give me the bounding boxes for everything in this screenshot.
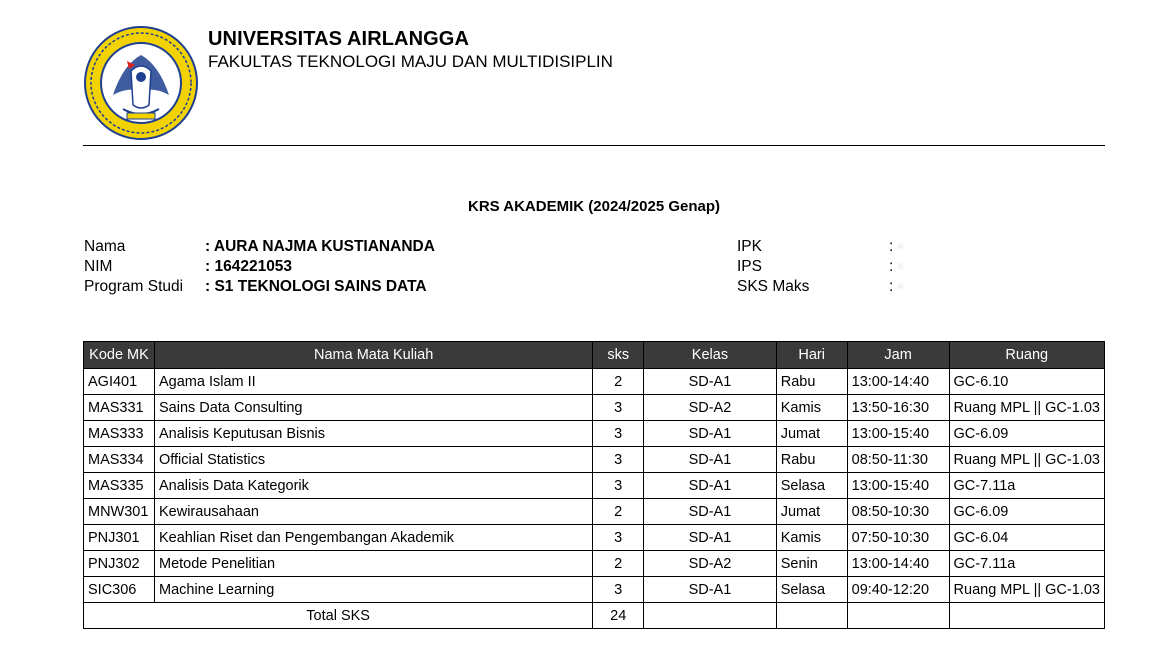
hari-cell: Jumat (776, 421, 847, 447)
course-table (83, 341, 1105, 629)
header-kelas: Kelas (644, 342, 777, 369)
jam-cell: 09:40-12:20 (847, 577, 949, 603)
ruang-cell: GC-6.09 (949, 421, 1104, 447)
academic-info-labels (737, 237, 809, 297)
sks-cell: 3 (593, 525, 644, 551)
empty-cell (949, 603, 1104, 629)
empty-cell (847, 603, 949, 629)
nama-mata-kuliah-cell: Machine Learning (154, 577, 592, 603)
jam-cell: 07:50-10:30 (847, 525, 949, 551)
ruang-cell: Ruang MPL || GC-1.03 (949, 447, 1104, 473)
hari-cell: Senin (776, 551, 847, 577)
empty-cell (776, 603, 847, 629)
hari-cell: Selasa (776, 473, 847, 499)
redacted-value: ▫ (897, 278, 904, 295)
nama-mata-kuliah-cell: Analisis Data Kategorik (154, 473, 592, 499)
redacted-value: ▫ (897, 238, 904, 255)
faculty-name: FAKULTAS TEKNOLOGI MAJU DAN MULTIDISIPLIN (208, 52, 613, 71)
table-row (84, 421, 1105, 447)
kode-mk-cell: MAS334 (84, 447, 155, 473)
kelas-cell: SD-A1 (644, 421, 777, 447)
table-row (84, 499, 1105, 525)
header-jam: Jam (847, 342, 949, 369)
kelas-cell: SD-A2 (644, 551, 777, 577)
header-nama-mata-kuliah: Nama Mata Kuliah (154, 342, 592, 369)
jam-cell: 13:50-16:30 (847, 395, 949, 421)
header-sks: sks (593, 342, 644, 369)
table-row (84, 577, 1105, 603)
kode-mk-cell: AGI401 (84, 369, 155, 395)
nama-mata-kuliah-cell: Keahlian Riset dan Pengembangan Akademik (154, 525, 592, 551)
ruang-cell: Ruang MPL || GC-1.03 (949, 395, 1104, 421)
table-row (84, 369, 1105, 395)
nama-mata-kuliah-cell: Agama Islam II (154, 369, 592, 395)
ipk-value: : ▫ (889, 238, 904, 255)
kode-mk-cell: MAS331 (84, 395, 155, 421)
table-row (84, 473, 1105, 499)
sks-max-label: SKS Maks (737, 278, 810, 295)
total-label: Total SKS (84, 603, 593, 629)
sks-cell: 3 (593, 473, 644, 499)
ruang-cell: GC-6.10 (949, 369, 1104, 395)
kelas-cell: SD-A1 (644, 577, 777, 603)
kelas-cell: SD-A1 (644, 499, 777, 525)
sks-cell: 2 (593, 499, 644, 525)
kode-mk-cell: MNW301 (84, 499, 155, 525)
kelas-cell: SD-A1 (644, 525, 777, 551)
universitas-airlangga-logo (83, 25, 199, 141)
program-label: Program Studi (84, 278, 184, 295)
jam-cell: 13:00-14:40 (847, 551, 949, 577)
program-value: : S1 TEKNOLOGI SAINS DATA (205, 278, 427, 295)
hari-cell: Jumat (776, 499, 847, 525)
nama-mata-kuliah-cell: Metode Penelitian (154, 551, 592, 577)
nama-mata-kuliah-cell: Official Statistics (154, 447, 592, 473)
header-hari: Hari (776, 342, 847, 369)
sks-cell: 3 (593, 577, 644, 603)
table-row (84, 551, 1105, 577)
kode-mk-cell: MAS333 (84, 421, 155, 447)
student-info-values (205, 237, 435, 297)
name-label: Nama (84, 238, 126, 255)
name-value: : AURA NAJMA KUSTIANANDA (205, 238, 435, 255)
sks-cell: 3 (593, 421, 644, 447)
kode-mk-cell: PNJ301 (84, 525, 155, 551)
ruang-cell: GC-6.04 (949, 525, 1104, 551)
kelas-cell: SD-A1 (644, 369, 777, 395)
sks-cell: 2 (593, 369, 644, 395)
jam-cell: 08:50-10:30 (847, 499, 949, 525)
nim-label: NIM (84, 258, 113, 275)
kode-mk-cell: MAS335 (84, 473, 155, 499)
jam-cell: 13:00-15:40 (847, 473, 949, 499)
ipk-label: IPK (737, 238, 762, 255)
student-info-labels (84, 237, 183, 297)
kelas-cell: SD-A1 (644, 473, 777, 499)
nama-mata-kuliah-cell: Sains Data Consulting (154, 395, 592, 421)
jam-cell: 13:00-14:40 (847, 369, 949, 395)
total-value: 24 (593, 603, 644, 629)
total-row (84, 603, 1105, 629)
hari-cell: Selasa (776, 577, 847, 603)
kelas-cell: SD-A1 (644, 447, 777, 473)
nama-mata-kuliah-cell: Analisis Keputusan Bisnis (154, 421, 592, 447)
jam-cell: 13:00-15:40 (847, 421, 949, 447)
table-row (84, 525, 1105, 551)
table-row (84, 447, 1105, 473)
ruang-cell: GC-6.09 (949, 499, 1104, 525)
sks-cell: 3 (593, 395, 644, 421)
ruang-cell: Ruang MPL || GC-1.03 (949, 577, 1104, 603)
kode-mk-cell: PNJ302 (84, 551, 155, 577)
header-ruang: Ruang (949, 342, 1104, 369)
jam-cell: 08:50-11:30 (847, 447, 949, 473)
kelas-cell: SD-A2 (644, 395, 777, 421)
empty-cell (644, 603, 777, 629)
document-title: KRS AKADEMIK (2024/2025 Genap) (467, 198, 721, 215)
ips-value: : ▫ (889, 258, 904, 275)
nim-value: : 164221053 (205, 258, 293, 275)
ips-label: IPS (737, 258, 762, 275)
sks-max-value: : ▫ (889, 278, 904, 295)
header-divider (83, 145, 1105, 146)
redacted-value: ▫ (897, 258, 904, 275)
hari-cell: Kamis (776, 395, 847, 421)
kode-mk-cell: SIC306 (84, 577, 155, 603)
header-kode-mk: Kode MK (84, 342, 155, 369)
hari-cell: Kamis (776, 525, 847, 551)
sks-cell: 2 (593, 551, 644, 577)
ruang-cell: GC-7.11a (949, 551, 1104, 577)
sks-cell: 3 (593, 447, 644, 473)
table-header-row (84, 342, 1105, 369)
hari-cell: Rabu (776, 369, 847, 395)
nama-mata-kuliah-cell: Kewirausahaan (154, 499, 592, 525)
university-name: UNIVERSITAS AIRLANGGA (208, 28, 469, 50)
table-row (84, 395, 1105, 421)
hari-cell: Rabu (776, 447, 847, 473)
academic-info-values (889, 237, 903, 297)
ruang-cell: GC-7.11a (949, 473, 1104, 499)
